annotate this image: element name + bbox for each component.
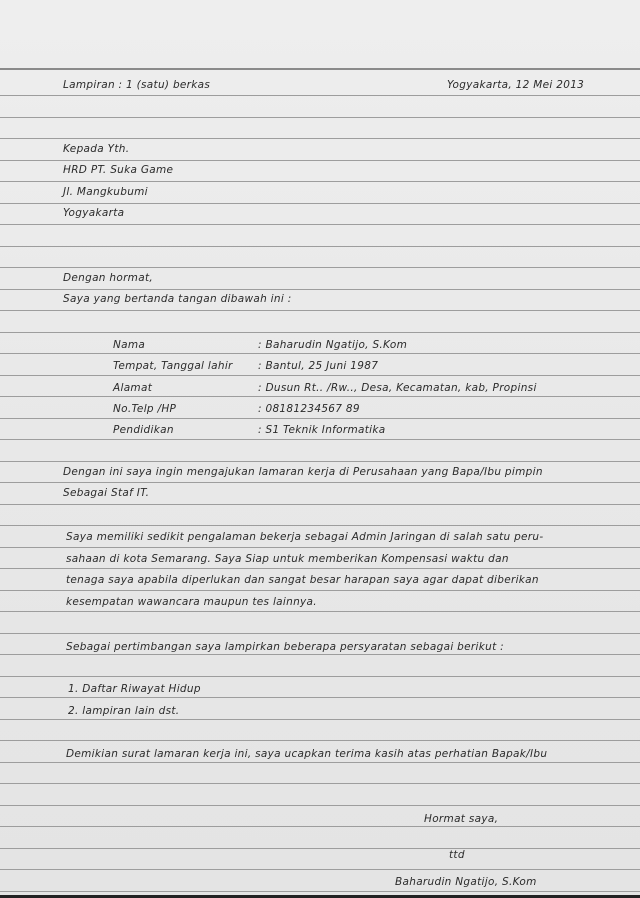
paragraph-line: tenaga saya apabila diperlukan dan sangat besar harapan saya agar dapat diberikan <box>66 574 539 586</box>
identity-label: Alamat <box>113 382 153 394</box>
ruled-line <box>0 697 640 698</box>
ruled-line <box>0 181 640 182</box>
ruled-line <box>0 633 640 634</box>
ruled-line <box>0 568 640 569</box>
paragraph-line: kesempatan wawancara maupun tes lainnya. <box>66 596 317 608</box>
ruled-line <box>0 418 640 419</box>
recipient-line: Kepada Yth. <box>63 143 130 155</box>
ruled-line <box>0 289 640 290</box>
ruled-line <box>0 224 640 225</box>
identity-value: : 08181234567 89 <box>258 403 360 415</box>
ruled-line <box>0 246 640 247</box>
recipient-line: Jl. Mangkubumi <box>63 186 148 198</box>
identity-value: : Bantul, 25 Juni 1987 <box>258 360 379 372</box>
identity-label: Tempat, Tanggal lahir <box>113 360 233 372</box>
ruled-line <box>0 95 640 96</box>
ruled-line <box>0 783 640 784</box>
ruled-line <box>0 439 640 440</box>
identity-value: : Baharudin Ngatijo, S.Kom <box>258 339 408 351</box>
greeting: Dengan hormat, <box>63 272 154 284</box>
attachments-intro: Sebagai pertimbangan saya lampirkan beberapa persyaratan sebagai berikut : <box>66 641 504 653</box>
ruled-line <box>0 482 640 483</box>
closing: Demikian surat lamaran kerja ini, saya ucapkan terima kasih atas perhatian Bapak/Ibu <box>66 748 548 760</box>
ruled-line <box>0 353 640 354</box>
ruled-line <box>0 117 640 118</box>
ruled-line <box>0 719 640 720</box>
attachment-item: 2. lampiran lain dst. <box>68 705 180 717</box>
ruled-line <box>0 891 640 892</box>
signature-ttd: ttd <box>449 849 465 861</box>
signature-name: Baharudin Ngatijo, S.Kom <box>395 876 537 888</box>
ruled-line <box>0 310 640 311</box>
paragraph-line: Dengan ini saya ingin mengajukan lamaran kerja di Perusahaan yang Bapa/Ibu pimpin <box>63 466 543 478</box>
attachment-line: Lampiran : 1 (satu) berkas <box>63 79 211 91</box>
ruled-line <box>0 525 640 526</box>
intro: Saya yang bertanda tangan dibawah ini : <box>63 293 292 305</box>
ruled-line <box>0 762 640 763</box>
ruled-line <box>0 611 640 612</box>
ruled-line <box>0 203 640 204</box>
ruled-line <box>0 869 640 870</box>
identity-value: : Dusun Rt.. /Rw.., Desa, Kecamatan, kab, Propinsi <box>258 382 537 394</box>
paragraph-line: Saya memiliki sedikit pengalaman bekerja sebagai Admin Jaringan di salah satu peru- <box>66 531 544 543</box>
ruled-line <box>0 461 640 462</box>
ruled-line <box>0 805 640 806</box>
identity-label: No.Telp /HP <box>113 403 177 415</box>
ruled-line <box>0 590 640 591</box>
identity-label: Nama <box>113 339 146 351</box>
ruled-line <box>0 740 640 741</box>
ruled-line <box>0 160 640 161</box>
attachment-item: 1. Daftar Riwayat Hidup <box>68 683 201 695</box>
paragraph-line: Sebagai Staf IT. <box>63 487 150 499</box>
paragraph-line: sahaan di kota Semarang. Saya Siap untuk memberikan Kompensasi waktu dan <box>66 553 509 565</box>
ruled-line <box>0 826 640 827</box>
ruled-line <box>0 547 640 548</box>
signature-salutation: Hormat saya, <box>424 813 499 825</box>
ruled-line <box>0 504 640 505</box>
ruled-line <box>0 848 640 849</box>
recipient-line: Yogyakarta <box>63 207 125 219</box>
header-rule <box>0 68 640 70</box>
place-date: Yogyakarta, 12 Mei 2013 <box>447 79 585 91</box>
ruled-line <box>0 396 640 397</box>
ruled-line <box>0 138 640 139</box>
ruled-line <box>0 267 640 268</box>
ruled-line <box>0 654 640 655</box>
identity-value: : S1 Teknik Informatika <box>258 424 386 436</box>
identity-label: Pendidikan <box>113 424 174 436</box>
ruled-line <box>0 332 640 333</box>
ruled-line <box>0 375 640 376</box>
recipient-line: HRD PT. Suka Game <box>63 164 174 176</box>
ruled-line <box>0 676 640 677</box>
